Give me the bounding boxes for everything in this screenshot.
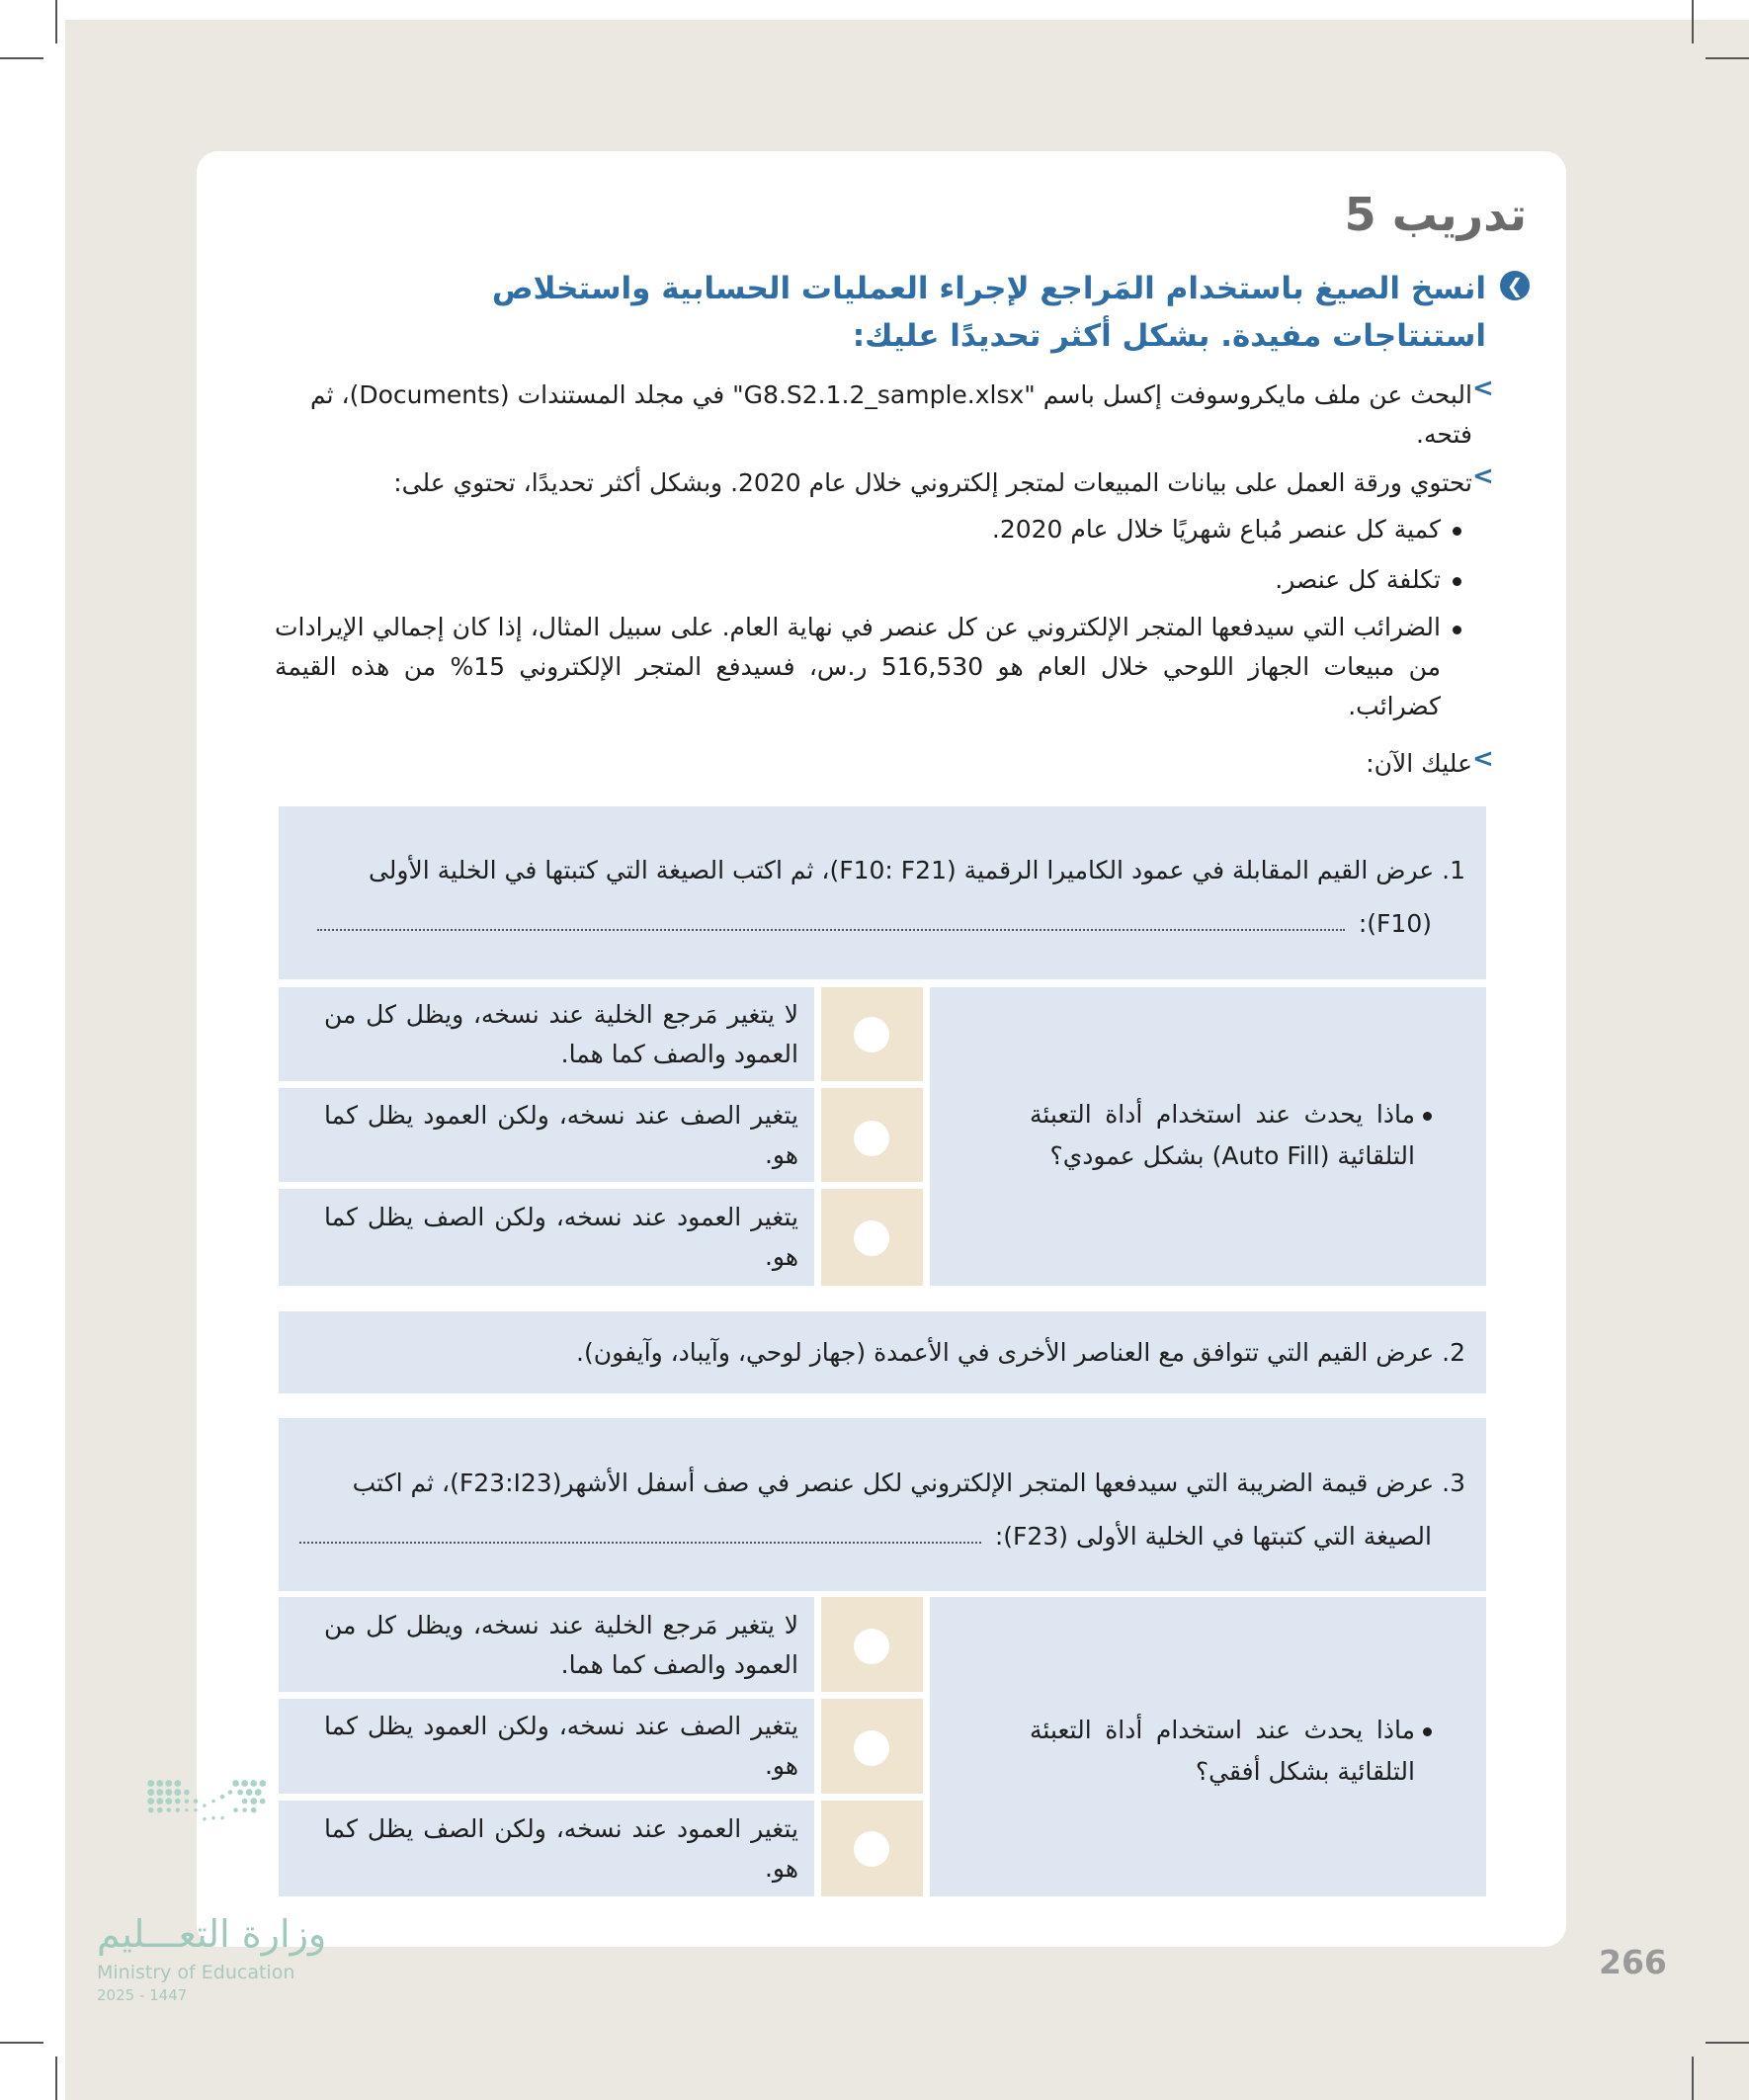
answer-line[interactable] [317,919,1345,931]
crop-mark [1706,2042,1749,2044]
instruction-item-3: عليك الآن: [1366,749,1472,778]
task-3-line-2 [290,1510,1465,1563]
crop-mark [0,2042,43,2044]
crop-mark [1692,2057,1694,2100]
task-3-cell-ref: الصيغة التي كتبتها في الخلية الأولى (F23): [994,1522,1432,1551]
option-text: يتغير الصف عند نسخه، ولكن العمود يظل كما هو. [324,1712,798,1780]
option-text: يتغير الصف عند نسخه، ولكن العمود يظل كما هو. [324,1101,798,1169]
page-number: 266 [1599,1943,1667,1981]
instruction-item-2: تحتوي ورقة العمل على بيانات المبيعات لمتجر إلكتروني خلال عام 2020. وبشكل أكثر تحديدًا، تحتوي على: [393,468,1472,497]
option-radio[interactable] [854,1220,889,1256]
answer-line[interactable] [299,1532,981,1544]
task-1-cell-ref: (F10): [1358,909,1432,938]
ministry-logo-icon [95,1779,332,1907]
bullet-item: الضرائب التي سيدفعها المتجر الإلكتروني عن كل عنصر في نهاية العام. على سبيل المثال، إذا كان إجمالي الإيرادات من مبيعات الجهاز اللوحي خلال العام هو 516,530 ر.س، فسيدفع المتجر الإلكتروني 15% من هذه القيمة كضرائب. [275,613,1441,720]
crop-mark [0,57,43,59]
task-3-text [290,1457,1465,1563]
task-1-question: ماذا يحدث عند استخدام أداة التعبئة التلقائية (Auto Fill) بشكل عمودي؟ [1030,1100,1415,1170]
arrow-marker-icon: < [1472,374,1494,403]
page-title: تدريب 5 [1344,188,1527,241]
ministry-name-arabic: وزارة التعـــليم [97,1912,327,1956]
option-radio[interactable] [854,1730,889,1766]
bullet-dot [1453,527,1461,536]
task-3-line-1: 3. عرض قيمة الضريبة التي سيدفعها المتجر الإلكتروني لكل عنصر في صف أسفل الأشهر(F23:I23)، ثم اكتب [352,1469,1465,1497]
task-1-text [290,844,1465,951]
bullet-item: كمية كل عنصر مُباع شهريًا خلال عام 2020. [991,515,1441,544]
crop-mark [55,0,57,43]
option-radio[interactable] [854,1831,889,1867]
bullet-dot [1453,626,1461,634]
arrow-marker-icon: < [1472,462,1494,491]
bullet-item: تكلفة كل عنصر. [1275,565,1441,594]
bullet-dot [1423,1112,1432,1121]
crop-mark [1692,0,1694,43]
option-radio[interactable] [854,1017,889,1052]
option-text: لا يتغير مَرجع الخلية عند نسخه، ويظل كل من العمود والصف كما هما. [324,1611,798,1679]
exercise-headline: انسخ الصيغ باستخدام المَراجع لإجراء العمليات الحسابية واستخلاص استنتاجات مفيدة. بشكل أكثر تحديدًا عليك: [491,271,1486,354]
option-text: لا يتغير مَرجع الخلية عند نسخه، ويظل كل من العمود والصف كما هما. [324,1000,798,1068]
crop-mark [55,2057,57,2100]
option-text: يتغير العمود عند نسخه، ولكن الصف يظل كما هو. [324,1203,798,1271]
instruction-item-1: البحث عن ملف مايكروسوفت إكسل باسم "G8.S2.1.2_sample.xlsx" في مجلد المستندات (Documents)، ثم فتحه. [309,380,1472,449]
bullet-dot [1453,577,1461,586]
task-3-question: ماذا يحدث عند استخدام أداة التعبئة التلقائية بشكل أفقي؟ [1030,1716,1415,1786]
option-radio[interactable] [854,1629,889,1664]
option-radio[interactable] [854,1121,889,1156]
crop-mark [1706,57,1749,59]
task-2-text: 2. عرض القيم التي تتوافق مع العناصر الأخرى في الأعمدة (جهاز لوحي، وآيباد، وآيفون). [576,1338,1465,1367]
ministry-name-english: Ministry of Education [97,1962,295,1983]
arrow-marker-icon: < [1472,744,1494,774]
chevron-left-icon: ❮ [1500,271,1530,300]
option-text: يتغير العمود عند نسخه، ولكن الصف يظل كما هو. [324,1814,798,1883]
bullet-dot [1423,1727,1432,1736]
task-1-line-2 [290,897,1465,951]
task-1-line-1: 1. عرض القيم المقابلة في عمود الكاميرا الرقمية (F10: F21)، ثم اكتب الصيغة التي كتبتها في الخلية الأولى [368,856,1465,884]
ministry-year: 2025 - 1447 [97,1986,188,2004]
